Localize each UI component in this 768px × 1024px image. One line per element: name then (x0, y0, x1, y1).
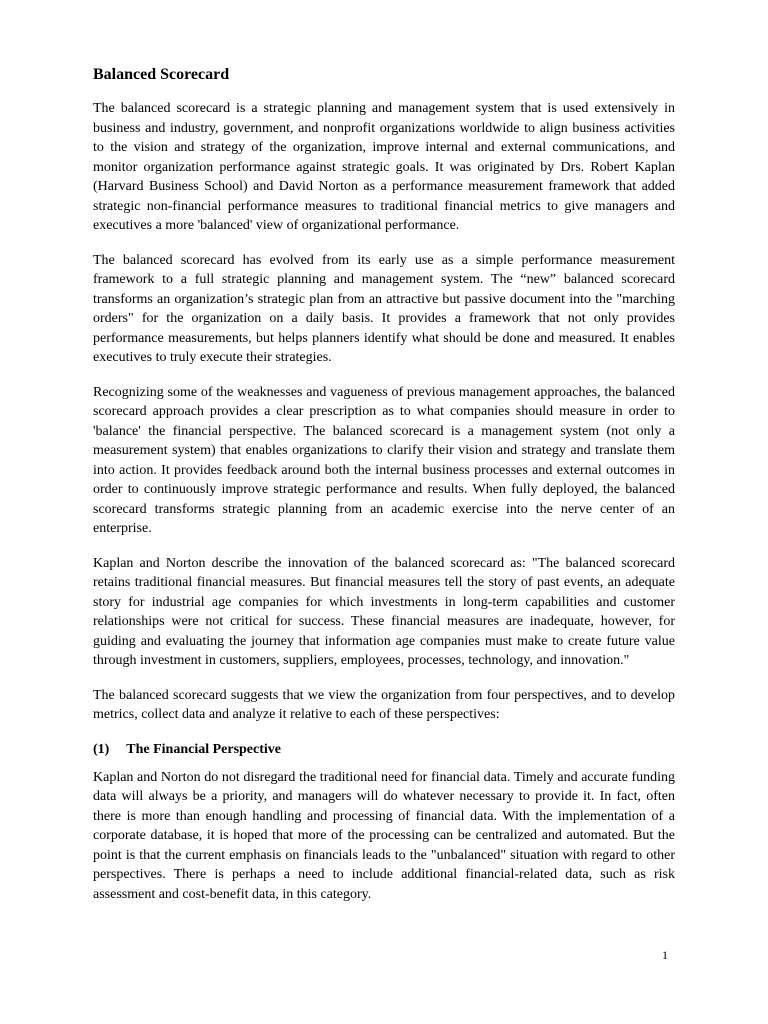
paragraph-intro: The balanced scorecard is a strategic planning and management system that is used extensively in business and industry, government, and nonprofit organizations worldwide to align business activities to the vision and strategy of the organization, improve internal and external communications, and monitor organization performance against strategic goals. It was originated by Drs. Robert Kaplan (Harvard Business School) and David Norton as a performance measurement framework that added strategic non-financial performance measures to traditional financial metrics to give managers and executives a more 'balanced' view of organizational performance. (93, 101, 675, 233)
paragraph-kaplan-quote: Kaplan and Norton describe the innovation of the balanced scorecard as: "The balanced scorecard retains traditional financial measures. But financial measures tell the story of past events, an adequate story for industrial age companies for which investments in long-term capabilities and customer relationships were not critical for success. These financial measures are inadequate, however, for guiding and evaluating the journey that information age companies must make to create future value through investment in customers, suppliers, employees, processes, technology, and innovation." (93, 555, 675, 668)
section-heading (93, 740, 675, 760)
document-title: Balanced Scorecard (93, 66, 230, 83)
paragraph-four-perspectives: The balanced scorecard suggests that we view the organization from four perspectives, and to develop metrics, collect data and analyze it relative to each of these perspectives: (93, 687, 675, 722)
section-heading-text: The Financial Perspective (126, 741, 282, 757)
page-number: 1 (662, 948, 668, 962)
paragraph-financial-perspective: Kaplan and Norton do not disregard the traditional need for financial data. Timely and accurate funding data will always be a priority, and managers will do whatever necessary to provide it. In fact, often there is more than enough handling and processing of financial data. With the implementation of a corporate database, it is hoped that more of the processing can be centralized and automated. But the point is that the current emphasis on financials leads to the "unbalanced" situation with regard to other perspectives. There is perhaps a need to include additional financial-related data, such as risk assessment and cost-benefit data, in this category. (93, 769, 675, 902)
paragraph-weaknesses: Recognizing some of the weaknesses and vagueness of previous management approaches, the balanced scorecard approach provides a clear prescription as to what companies should measure in order to 'balance' the financial perspective. The balanced scorecard is a management system (not only a measurement system) that enables organizations to clarify their vision and strategy and translate them into action. It provides feedback around both the internal business processes and external outcomes in order to continuously improve strategic performance and results. When fully deployed, the balanced scorecard transforms strategic planning from an academic exercise into the nerve center of an enterprise. (93, 384, 675, 536)
document-page (93, 62, 675, 919)
paragraph-evolution: The balanced scorecard has evolved from its early use as a simple performance measurement framework to a full strategic planning and management system. The “new” balanced scorecard transforms an organization’s strategic plan from an attractive but passive document into the "marching orders" for the organization on a daily basis. It provides a framework that not only provides performance measurements, but helps planners identify what should be done and measured. It enables executives to truly execute their strategies. (93, 252, 675, 365)
section-number: (1) (93, 741, 110, 757)
